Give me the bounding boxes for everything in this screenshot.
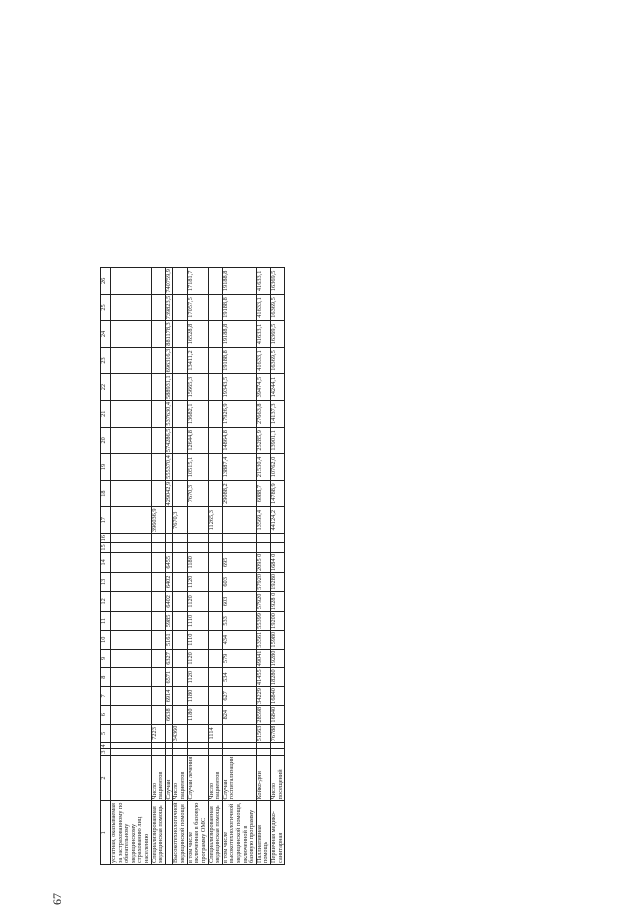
- table-cell: [208, 749, 222, 755]
- table-cell: [271, 534, 285, 543]
- table-cell: [151, 543, 165, 552]
- table-cell: [187, 743, 208, 749]
- table-cell: [271, 749, 285, 755]
- table-cell: [151, 612, 165, 631]
- table-cell: [256, 534, 270, 543]
- table-cell: [208, 591, 222, 611]
- row-unit: Число пациентов: [173, 755, 187, 801]
- table-cell: [151, 294, 165, 321]
- column-number: 26: [101, 268, 111, 295]
- table-cell: 17926,9: [222, 400, 256, 427]
- table-cell: 19188,8: [222, 268, 256, 295]
- table-cell: 537630,4: [164, 401, 172, 426]
- table-cell: [151, 591, 165, 611]
- table-cell: 5161: [165, 630, 173, 649]
- table-cell: [256, 749, 270, 755]
- table-cell: 16369,5: [271, 321, 285, 347]
- table-cell: 696316,3: [164, 348, 172, 373]
- table-cell: [111, 743, 152, 749]
- table-cell: [151, 649, 165, 668]
- table-cell: [173, 630, 187, 649]
- row-unit: Число пациентов: [151, 755, 165, 801]
- column-number: 19: [101, 454, 111, 481]
- row-unit: Койко-дни: [256, 755, 270, 801]
- table-cell: 2095 0: [256, 552, 270, 572]
- table-cell: [271, 543, 285, 552]
- table-cell: [173, 294, 187, 321]
- row-label: Специализированная медицинская помощь: [208, 801, 222, 865]
- table-cell: [208, 743, 222, 749]
- table-cell: 10515,1: [187, 454, 208, 481]
- table-cell: 6455: [165, 552, 173, 572]
- table-cell: 1110: [187, 630, 208, 649]
- table-cell: 1110: [187, 612, 208, 631]
- table-cell: [111, 321, 152, 347]
- table-cell: [208, 400, 222, 427]
- table-cell: 1114: [208, 724, 222, 743]
- table-cell: [151, 400, 165, 427]
- table-cell: [111, 268, 152, 295]
- table-cell: 13901,1: [271, 427, 285, 454]
- table-cell: [151, 374, 165, 401]
- table-cell: [187, 534, 208, 543]
- table-cell: 579: [222, 649, 256, 668]
- table-cell: [151, 749, 165, 755]
- table-cell: [111, 480, 152, 507]
- table-cell: [151, 552, 165, 572]
- table-cell: [151, 268, 165, 295]
- table-row: [173, 268, 187, 865]
- table-cell: 57920: [256, 572, 270, 591]
- table-cell: 19280: [271, 572, 285, 591]
- table-cell: [165, 743, 173, 749]
- table-cell: [151, 687, 165, 706]
- table-cell: 603: [222, 591, 256, 611]
- table-cell: [208, 534, 222, 543]
- table-cell: 55399: [256, 612, 270, 631]
- table-cell: 695: [222, 552, 256, 572]
- table-cell: [173, 480, 187, 507]
- column-number: 20: [101, 427, 111, 454]
- table-cell: [111, 543, 152, 552]
- table-cell: [271, 743, 285, 749]
- table-cell: 57920: [256, 591, 270, 611]
- table-cell: [111, 612, 152, 631]
- table-cell: [151, 668, 165, 687]
- table-cell: 49041: [256, 649, 270, 668]
- table-cell: [173, 268, 187, 295]
- table-cell: 16840: [271, 687, 285, 706]
- table-cell: 1120: [187, 572, 208, 591]
- table-cell: 533: [222, 612, 256, 631]
- table-cell: [111, 591, 152, 611]
- column-number: 25: [101, 294, 111, 321]
- column-number: 22: [101, 374, 111, 401]
- table-cell: [111, 400, 152, 427]
- column-number: 23: [101, 347, 111, 374]
- table-cell: 27663,8: [256, 400, 270, 427]
- table-cell: 6402: [165, 572, 173, 591]
- table-cell: 7670,3: [187, 480, 208, 507]
- table-cell: [173, 321, 187, 347]
- table-cell: 14864,8: [222, 427, 256, 454]
- table-row: [111, 268, 152, 865]
- table-cell: [208, 454, 222, 481]
- table-cell: [173, 591, 187, 611]
- table-cell: 15665,3: [187, 374, 208, 401]
- table-cell: 603: [222, 572, 256, 591]
- table-cell: 627: [222, 687, 256, 706]
- table-cell: [208, 374, 222, 401]
- table-cell: [151, 534, 165, 543]
- table-cell: 740759,9: [164, 269, 172, 293]
- table-cell: 1120: [187, 668, 208, 687]
- row-unit: Случаи госпитализации: [222, 755, 256, 801]
- table-cell: [111, 649, 152, 668]
- table-cell: 19200: [271, 612, 285, 631]
- table-cell: [173, 572, 187, 591]
- table-cell: [111, 687, 152, 706]
- table-cell: [173, 552, 187, 572]
- table-cell: [173, 749, 187, 755]
- column-number: 14: [101, 552, 111, 572]
- table-cell: 534: [222, 668, 256, 687]
- column-number: 7: [101, 687, 111, 706]
- table-cell: [222, 749, 256, 755]
- table-cell: [165, 749, 173, 755]
- table-cell: 15980: [271, 630, 285, 649]
- row-unit: Случаи лечения: [187, 755, 208, 801]
- table-cell: 11265,3: [208, 507, 222, 534]
- table-cell: [208, 572, 222, 591]
- table-cell: [208, 649, 222, 668]
- table-cell: 739823,5: [164, 295, 172, 320]
- column-number: 8: [101, 668, 111, 687]
- table-cell: [173, 534, 187, 543]
- table-row: [151, 268, 165, 865]
- table-cell: 19188,8: [222, 294, 256, 321]
- table-cell: 1684 0: [271, 552, 285, 572]
- table-cell: 17057,5: [187, 294, 208, 321]
- table-cell: [151, 480, 165, 507]
- table-cell: 1180: [187, 687, 208, 706]
- table-cell: 29088,2: [222, 480, 256, 507]
- table-cell: [173, 543, 187, 552]
- table-cell: [208, 687, 222, 706]
- table-cell: 1180: [187, 705, 208, 724]
- table-cell: 434: [222, 630, 256, 649]
- table-cell: 16369,5: [271, 347, 285, 374]
- column-number: 4: [101, 743, 111, 749]
- table-cell: [173, 687, 187, 706]
- table-cell: 19188,8: [222, 347, 256, 374]
- table-cell: [111, 454, 152, 481]
- table-cell: [208, 321, 222, 347]
- table-cell: 6638: [165, 705, 173, 724]
- table-cell: 41633,1: [256, 268, 270, 295]
- table-cell: 16369,5: [271, 294, 285, 321]
- table-cell: 824: [222, 705, 256, 724]
- table-cell: [111, 374, 152, 401]
- table-cell: [187, 543, 208, 552]
- table-row: [271, 268, 285, 865]
- table-cell: 34229: [256, 687, 270, 706]
- table-cell: 28598: [256, 705, 270, 724]
- table-row: [187, 268, 208, 865]
- table-cell: 574286,5: [164, 428, 172, 453]
- column-number: 21: [101, 400, 111, 427]
- table-cell: 16840: [271, 705, 285, 724]
- table-cell: [111, 724, 152, 743]
- table-cell: [173, 454, 187, 481]
- table-cell: 13887,4: [222, 454, 256, 481]
- table-cell: [173, 705, 187, 724]
- table-cell: 14788,9: [271, 480, 285, 507]
- table-cell: [173, 612, 187, 631]
- table-cell: [173, 374, 187, 401]
- table-cell: [187, 507, 208, 534]
- table-cell: 34360: [173, 724, 187, 743]
- table-cell: [208, 668, 222, 687]
- table-cell: [208, 543, 222, 552]
- table-cell: 6571: [165, 668, 173, 687]
- table-cell: 5985: [165, 612, 173, 631]
- table-cell: [151, 705, 165, 724]
- table-row: [256, 268, 270, 865]
- table-cell: [111, 347, 152, 374]
- column-number: 10: [101, 630, 111, 649]
- table-cell: [222, 507, 256, 534]
- table-cell: 19188,8: [222, 321, 256, 347]
- column-number: 2: [101, 755, 111, 801]
- table-cell: [208, 630, 222, 649]
- table-cell: [222, 743, 256, 749]
- table-cell: 7223: [151, 724, 165, 743]
- row-label: Паллиативная помощь: [256, 801, 270, 865]
- table-cell: 12644,8: [187, 427, 208, 454]
- table-cell: 429042,9: [164, 481, 172, 506]
- column-number: 15: [101, 543, 111, 552]
- table-cell: [187, 724, 208, 743]
- table-cell: 10762,0: [271, 454, 285, 481]
- table-cell: 396036,9: [151, 507, 165, 534]
- table-cell: 44124,2: [271, 507, 285, 534]
- table-cell: [208, 427, 222, 454]
- column-number: 9: [101, 649, 111, 668]
- row-unit: Число пациентов: [208, 755, 222, 801]
- table-cell: [111, 427, 152, 454]
- table-cell: [111, 749, 152, 755]
- row-unit: [111, 755, 152, 801]
- table-cell: 588931,1: [164, 375, 172, 399]
- table-cell: 1928 0: [271, 591, 285, 611]
- table-cell: 41633,1: [256, 347, 270, 374]
- column-number: 11: [101, 612, 111, 631]
- table-cell: 41455: [256, 668, 270, 687]
- table-cell: [111, 552, 152, 572]
- table-cell: [222, 543, 256, 552]
- column-number: 6: [101, 705, 111, 724]
- data-table: [100, 267, 285, 865]
- page-number: 67: [50, 893, 64, 905]
- table-cell: [208, 268, 222, 295]
- column-number: 1: [101, 801, 111, 865]
- table-row: [222, 268, 256, 865]
- table-cell: [187, 749, 208, 755]
- table-cell: [151, 743, 165, 749]
- table-cell: [151, 454, 165, 481]
- table-cell: 18280: [271, 668, 285, 687]
- table-cell: 14244,1: [271, 374, 285, 401]
- row-label: Высокотехнологичной медицинской помощи: [172, 802, 187, 863]
- table-cell: 13411,2: [187, 347, 208, 374]
- table-cell: 6088,7: [256, 480, 270, 507]
- table-row: [165, 268, 173, 865]
- table-cell: [173, 400, 187, 427]
- table-cell: [151, 630, 165, 649]
- row-label: Первичная медико-санитарная: [271, 801, 285, 865]
- table-cell: [151, 347, 165, 374]
- table-cell: 1120: [187, 649, 208, 668]
- table-cell: [151, 572, 165, 591]
- table-cell: 881178,3: [164, 322, 172, 346]
- table-cell: [173, 668, 187, 687]
- table-cell: 7670,3: [173, 507, 187, 534]
- table-cell: [111, 507, 152, 534]
- table-cell: 41633,1: [256, 321, 270, 347]
- row-label: Специализированная медицинская помощь: [151, 801, 165, 865]
- column-number: 12: [101, 591, 111, 611]
- table-cell: [208, 347, 222, 374]
- table-cell: [111, 630, 152, 649]
- table-cell: 21530,4: [256, 454, 270, 481]
- table-cell: [111, 572, 152, 591]
- table-cell: 1120: [187, 591, 208, 611]
- table-cell: 16528,8: [187, 321, 208, 347]
- table-cell: [173, 347, 187, 374]
- row-unit: Число посещений: [271, 755, 285, 801]
- table-cell: [208, 294, 222, 321]
- row-label: усгатная, оказываемая за застрахованному по обязательному медицинскому страхованию лиц населению: [110, 802, 151, 863]
- table-cell: [111, 534, 152, 543]
- table-row: [208, 268, 222, 865]
- table-cell: 25285,9: [256, 427, 270, 454]
- table-cell: [111, 668, 152, 687]
- table-cell: 555370,4: [164, 455, 172, 479]
- column-number: 5: [101, 724, 111, 743]
- table-cell: 19343,5: [222, 374, 256, 401]
- table-cell: 51563: [256, 724, 270, 743]
- table-cell: 6914: [165, 687, 173, 706]
- column-number-row: [101, 268, 111, 865]
- table-cell: 1180: [187, 552, 208, 572]
- table-cell: [256, 743, 270, 749]
- row-unit: Случаи: [165, 755, 173, 801]
- column-number: 17: [101, 507, 111, 534]
- table-cell: [173, 649, 187, 668]
- table-cell: [208, 705, 222, 724]
- table-cell: [222, 534, 256, 543]
- table-cell: 6402: [165, 591, 173, 611]
- table-cell: [165, 543, 173, 552]
- table-cell: [208, 480, 222, 507]
- table-cell: 19280: [271, 649, 285, 668]
- table-cell: 17181,7: [187, 268, 208, 295]
- table-cell: 13569,4: [256, 507, 270, 534]
- table-cell: [111, 705, 152, 724]
- table-cell: [151, 427, 165, 454]
- column-number: 24: [101, 321, 111, 347]
- column-number: 3: [101, 749, 111, 755]
- table-cell: 14137,3: [271, 400, 285, 427]
- table-cell: [208, 612, 222, 631]
- table-cell: 41633,1: [256, 294, 270, 321]
- table-cell: [222, 724, 256, 743]
- row-label: в том числе включенная в базовую программу ОМС: [186, 802, 207, 863]
- table-cell: [151, 321, 165, 347]
- table-cell: 39474,5: [256, 374, 270, 401]
- table-cell: 6327: [165, 649, 173, 668]
- table-cell: 13682,1: [187, 400, 208, 427]
- row-label: в том числе высокотехнологичной медицинской помощи, включенной в базовую программу: [221, 802, 256, 863]
- table-cell: 53561: [256, 630, 270, 649]
- table-cell: 16369,5: [271, 268, 285, 295]
- table-cell: [173, 743, 187, 749]
- table-cell: [111, 294, 152, 321]
- column-number: 13: [101, 572, 111, 591]
- table-cell: 76788: [271, 724, 285, 743]
- table-cell: [173, 427, 187, 454]
- table-cell: [256, 543, 270, 552]
- column-number: 18: [101, 480, 111, 507]
- column-number: 16: [101, 534, 111, 543]
- table-cell: [208, 552, 222, 572]
- table-cell: [165, 534, 173, 543]
